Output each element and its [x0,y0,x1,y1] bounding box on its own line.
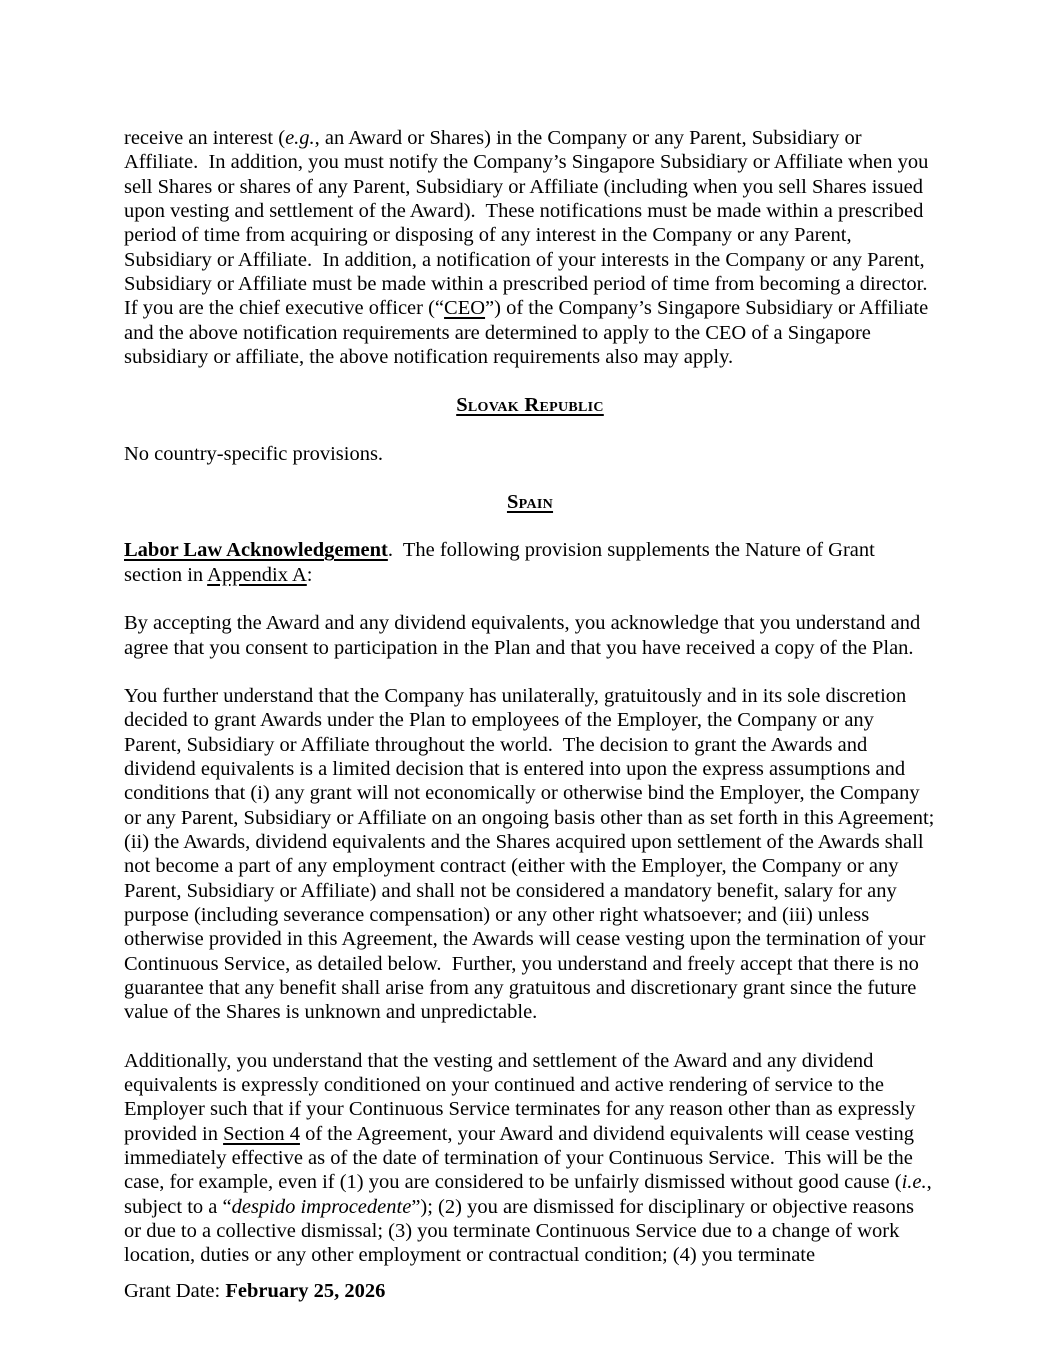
text-run: , subject to a “ [124,1171,937,1218]
text-run: receive an interest ( [124,127,286,149]
paragraph-unilateral-grant-decision [124,684,940,1025]
text-run: You further understand that the Company has unilaterally, gratuitously and in its sole discretion decided to grant Awards under the Plan to employees of the Employer, the Company or any Parent, Subsidiary or Affiliate throughout the world. The decision to grant the Awards and dividend equivalents is a limited decision that is entered into upon the express assumptions and conditions that (i) any grant will not economically or otherwise bind the Employer, the Company or any Parent, Subsidiary or Affiliate on an ongoing basis other than as set forth in this Agreement; (ii) the Awards, dividend equivalents and the Shares acquired upon settlement of the Awards shall not become a part of any employment contract (either with the Employer, the Company or any Parent, Subsidiary or Affiliate) and shall not be considered a mandatory benefit, salary for any purpose (including severance compensation) or any other right whatsoever; and (iii) unless otherwise provided in this Agreement, the Awards will cease vesting upon the termination of your Continuous Service, as detailed below. Further, you understand and freely accept that there is no guarantee that any benefit shall arise from any gratuitous and discretionary grant since the future value of the Shares is unknown and unpredictable. [124,684,940,1024]
text-run: e.g. [285,127,315,149]
text-run: . The following provision supplements the Nature of Grant section in [124,539,880,586]
text-run: Slovak Republic [456,394,604,417]
heading-slovak-republic [124,393,936,417]
text-run: Spain [506,491,554,514]
text-run: Additionally, you understand that the vesting and settlement of the Award and any dividend equivalents is expressly conditioned on your continued and active rendering of service to the Employer such that if your Continuous Service terminates for any reason other than as expressly provided in [124,1049,921,1145]
text-run: CEO [444,297,486,320]
text-run: of the Agreement, your Award and dividend equivalents will cease vesting immediately effective as of the date of termination of your Continuous Service. This will be the case, for example, even if (1) you are considered to be unfairly dismissed without good cause ( [124,1122,920,1194]
heading-spain [124,490,936,514]
text-run: Labor Law Acknowledgement [124,539,388,562]
text-run: i.e. [901,1171,927,1194]
text-run: February 25, 2026 [225,1280,386,1302]
text-run: ”); (2) you are dismissed for disciplinary or objective reasons or due to a collective dismissal; (3) you terminate Continuous Service due to a change of work location, duties or any other employment or contractual condition; (4) you terminate [124,1195,920,1267]
paragraph-vesting-settlement-condition [124,1049,936,1268]
text-run: despido improcedente [231,1195,412,1218]
text-run: Appendix A [207,563,307,586]
text-run: ”) of the Company’s Singapore Subsidiary or Affiliate and the above notification requirements are determined to apply to the CEO of a Singapore subsidiary or affiliate, the above notification requirements also may apply. [124,297,934,369]
text-run: , an Award or Shares) in the Company or any Parent, Subsidiary or Affiliate. In addition, you must notify the Company’s Singapore Subsidiary or Affiliate when you sell Shares or shares of any Parent, Subsidiary or Affiliate (including when you sell Shares issued upon vesting and settlement of the Award). These notifications must be made within a prescribed period of time from acquiring or disposing of any interest in the Company or any Parent, Subsidiary or Affiliate. In addition, a notification of your interests in the Company or any Parent, Subsidiary or Affiliate must be made within a prescribed period of time from becoming a director. If you are the chief executive officer (“ [124,127,938,320]
text-run: : [306,563,313,586]
paragraph-labor-law-acknowledgement [124,538,936,587]
text-run: Section 4 [223,1122,300,1145]
paragraph-singapore-notification [124,126,936,369]
document-body [124,126,940,1292]
paragraph-accepting-award-consent [124,611,936,660]
grant-date-footer [124,1279,385,1303]
text-run: Grant Date: [124,1280,226,1302]
text-run: No country-specific provisions. [124,442,384,465]
paragraph-no-country-specific-provisions [124,442,936,466]
text-run: By accepting the Award and any dividend equivalents, you acknowledge that you understand and agree that you consent to participation in the Plan and that you have received a copy of the Plan. [124,612,926,659]
